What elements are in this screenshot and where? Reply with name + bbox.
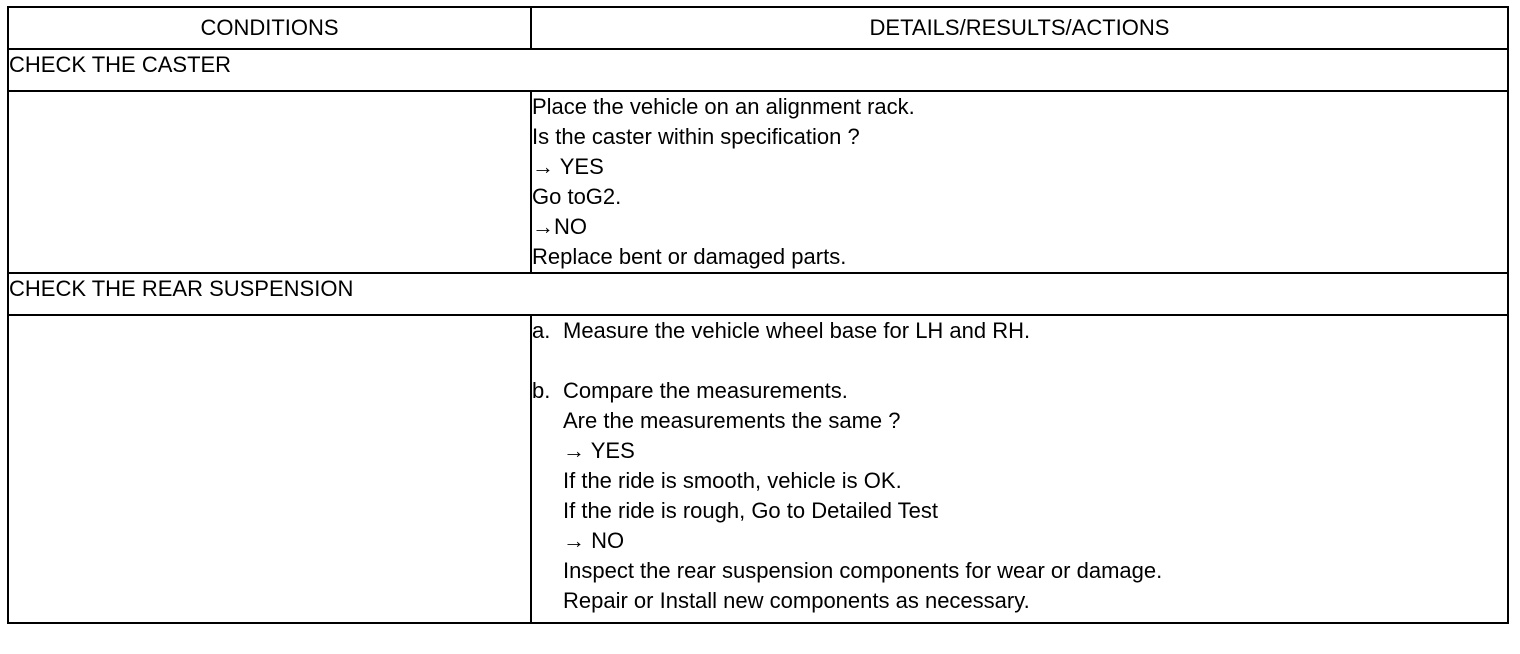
details-cell-rear-suspension — [531, 315, 1508, 623]
section-title-row — [8, 49, 1508, 91]
detail-line: If the ride is rough, Go to Detailed Test — [563, 498, 939, 523]
section-detail-row — [8, 91, 1508, 273]
step-b — [532, 376, 1507, 616]
header-row — [8, 7, 1508, 49]
spacer — [532, 346, 1507, 376]
step-body — [563, 376, 1507, 616]
detail-line: Replace bent or damaged parts. — [532, 244, 847, 269]
conditions-cell — [8, 315, 531, 623]
section-title-caster: CHECK THE CASTER — [8, 49, 1508, 91]
result-no: → NO — [563, 528, 625, 553]
section-detail-row — [8, 315, 1508, 623]
detail-line: Place the vehicle on an alignment rack. — [532, 94, 915, 119]
step-marker: b. — [532, 378, 551, 403]
details-header: DETAILS/RESULTS/ACTIONS — [531, 7, 1508, 49]
detail-line: Are the measurements the same ? — [563, 408, 901, 433]
section-title-row — [8, 273, 1508, 315]
detail-line: Measure the vehicle wheel base for LH and RH. — [563, 318, 1031, 343]
result-yes: → YES — [563, 438, 635, 463]
detail-line: Repair or Install new components as necessary. — [563, 588, 1030, 613]
detail-line: Compare the measurements. — [563, 378, 848, 403]
detail-line: If the ride is smooth, vehicle is OK. — [563, 468, 902, 493]
step-marker: a. — [532, 318, 551, 343]
result-yes: → YES — [532, 154, 604, 179]
conditions-cell — [8, 91, 531, 273]
detail-line: Inspect the rear suspension components for wear or damage. — [563, 558, 1163, 583]
details-cell-caster — [531, 91, 1508, 273]
result-no: →NO — [532, 214, 587, 239]
section-title-rear-suspension: CHECK THE REAR SUSPENSION — [8, 273, 1508, 315]
conditions-header: CONDITIONS — [8, 7, 531, 49]
detail-line: Is the caster within specification ? — [532, 124, 860, 149]
step-body — [563, 316, 1507, 346]
step-a — [532, 316, 1507, 346]
detail-line: Go toG2. — [532, 184, 622, 209]
diagnostic-table — [7, 6, 1509, 624]
